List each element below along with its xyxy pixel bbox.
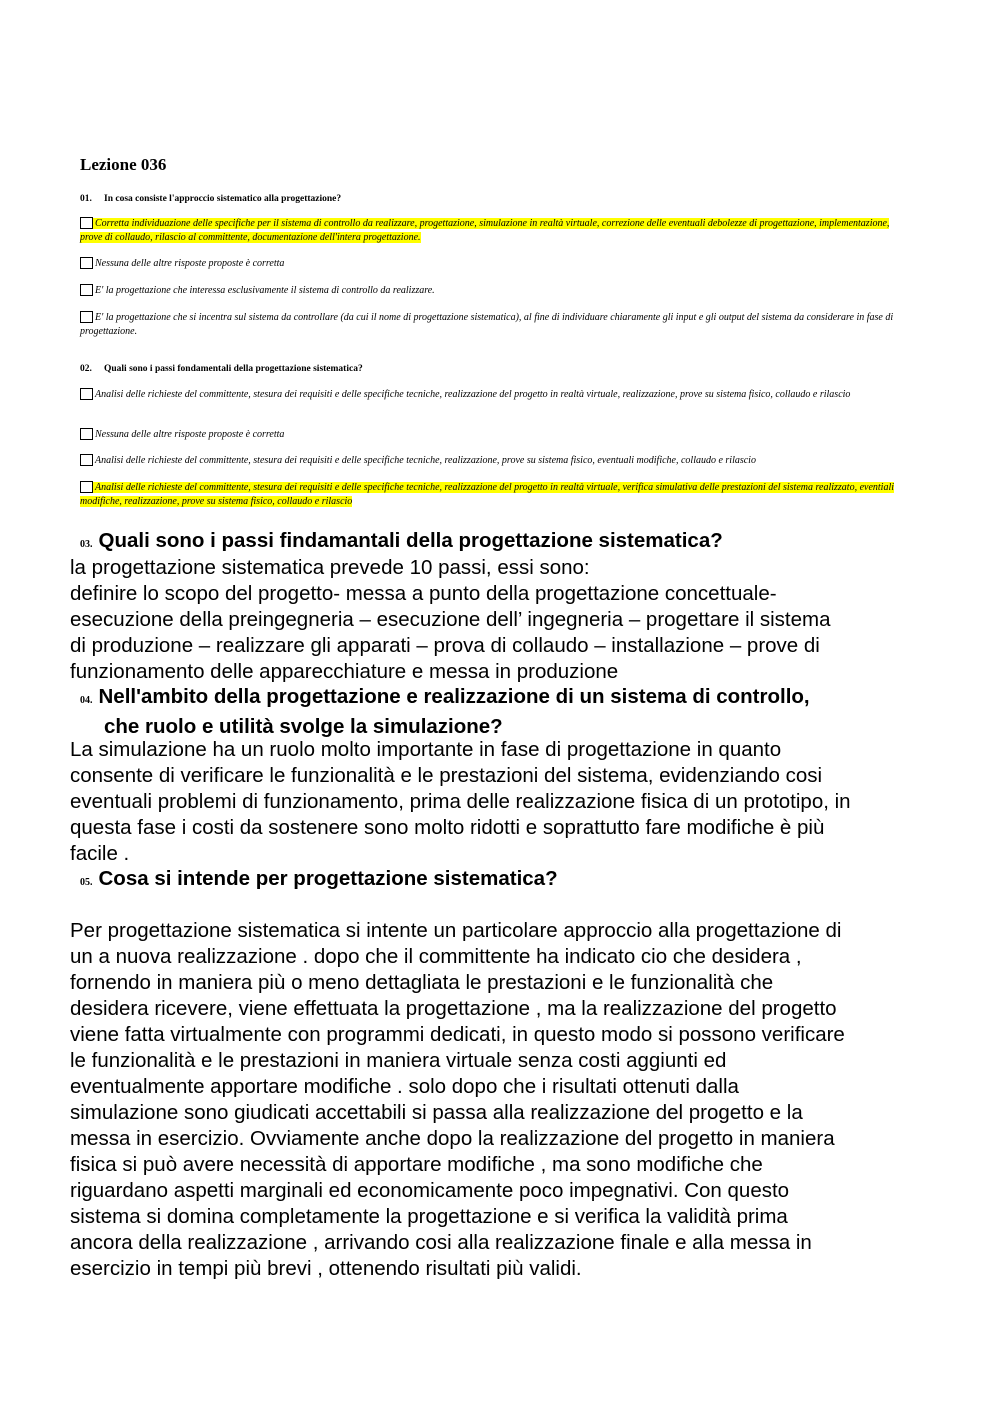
q1-option-1[interactable] — [80, 217, 905, 245]
question-04 — [80, 684, 810, 740]
question-text-cont: che ruolo e utilità svolge la simulazione? — [104, 715, 503, 738]
option-text: Analisi delle richieste del committente, stesura dei requisiti e delle specifiche tecniche, realizzazione, prove su sistema fisico, eventuali modifiche, collaudo e rilascio — [95, 455, 756, 466]
answer-05 — [70, 918, 950, 1282]
option-text: E' la progettazione che interessa esclusivamente il sistema di controllo da realizzare. — [95, 285, 435, 296]
answer-line: fornendo in maniera più o meno dettagliata le prestazioni e le funzionalità che — [70, 971, 774, 994]
checkbox[interactable] — [80, 284, 93, 296]
answer-line: eventuali problemi di funzionamento, prima delle realizzazione fisica di un prototipo, in — [70, 790, 851, 813]
question-number: 02. — [80, 364, 92, 374]
answer-line: sistema si domina completamente la progettazione e si verifica la validità prima — [70, 1205, 788, 1228]
answer-03 — [70, 555, 950, 685]
option-text: Nessuna delle altre risposte proposte è corretta — [95, 429, 285, 440]
question-text: Quali sono i passi fondamentali della progettazione sistematica? — [104, 364, 363, 374]
answer-line: viene fatta virtualmente con programmi dedicati, in questo modo si possono verificare — [70, 1023, 845, 1046]
question-01 — [80, 194, 341, 204]
answer-line: di produzione – realizzare gli apparati – prova di collaudo – installazione – prove di — [70, 634, 820, 657]
question-text: Nell'ambito della progettazione e realizzazione di un sistema di controllo, — [98, 685, 810, 708]
q1-option-4[interactable] — [80, 311, 905, 339]
answer-line: simulazione sono giudicati accettabili si passa alla realizzazione del progetto e la — [70, 1101, 803, 1124]
option-text: E' la progettazione che si incentra sul sistema da controllare (da cui il nome di progettazione sistematica), al fine di individuare chiaramente gli input e gli output del sistema da considerare in fase di progettazione. — [80, 312, 894, 337]
q1-option-2[interactable] — [80, 257, 905, 271]
q2-option-4[interactable] — [80, 481, 905, 509]
checkbox[interactable] — [80, 257, 93, 269]
lesson-title: Lezione 036 — [80, 155, 167, 174]
answer-line: funzionamento delle apparecchiature e messa in produzione — [70, 660, 619, 683]
question-number: 05. — [80, 877, 93, 888]
checkbox[interactable] — [80, 311, 93, 323]
answer-line: eventualmente apportare modifiche . solo dopo che i risultati ottenuti dalla — [70, 1075, 739, 1098]
option-text: Nessuna delle altre risposte proposte è corretta — [95, 258, 285, 269]
answer-line: esecuzione della preingegneria – esecuzione dell’ ingegneria – progettare il sistema — [70, 608, 831, 631]
answer-line: le funzionalità e le prestazioni in maniera virtuale senza costi aggiunti ed — [70, 1049, 727, 1072]
question-03 — [80, 528, 723, 558]
checkbox[interactable] — [80, 481, 93, 493]
q1-option-3[interactable] — [80, 284, 905, 298]
answer-04 — [70, 737, 950, 867]
q2-option-1[interactable] — [80, 388, 905, 402]
option-text: Analisi delle richieste del committente, stesura dei requisiti e delle specifiche tecniche, realizzazione del progetto in realtà virtuale, verifica simulativa delle prestazioni del sistema realizzato, eventiali modifiche, realizzazione, prove su sistema fisico, collaudo e rilascio — [80, 482, 895, 507]
answer-line: un a nuova realizzazione . dopo che il committente ha indicato cio che desidera , — [70, 945, 802, 968]
answer-line: fisica si può avere necessità di apportare modifiche , ma sono modifiche che — [70, 1153, 763, 1176]
answer-line: La simulazione ha un ruolo molto importante in fase di progettazione in quanto — [70, 738, 782, 761]
option-text: Analisi delle richieste del committente, stesura dei requisiti e delle specifiche tecniche, realizzazione del progetto in realtà virtuale, realizzazione, prove su sistema fisico, collaudo e rilascio — [95, 389, 851, 400]
question-02 — [80, 364, 363, 374]
answer-line: questa fase i costi da sostenere sono molto ridotti e soprattutto fare modifiche è più — [70, 816, 825, 839]
q2-option-3[interactable] — [80, 454, 905, 468]
answer-line: consente di verificare le funzionalità e le prestazioni del sistema, evidenziando cosi — [70, 764, 823, 787]
answer-line: definire lo scopo del progetto- messa a punto della progettazione concettuale- — [70, 582, 777, 605]
checkbox[interactable] — [80, 217, 93, 229]
option-text: Corretta individuazione delle specifiche per il sistema di controllo da realizzare, progettazione, simulazione in realtà virtuale, correzione delle eventuali debolezze di progettazione, implementazione, prove di collaudo, rilascio al committente, documentazione dell'intera progettazione. — [80, 218, 890, 243]
question-text: In cosa consiste l'approccio sistematico alla progettazione? — [104, 194, 342, 204]
question-number: 04. — [80, 695, 93, 706]
answer-line: facile . — [70, 842, 130, 865]
checkbox[interactable] — [80, 454, 93, 466]
checkbox[interactable] — [80, 428, 93, 440]
q2-option-2[interactable] — [80, 428, 905, 442]
answer-line: messa in esercizio. Ovviamente anche dopo la realizzazione del progetto in maniera — [70, 1127, 835, 1150]
question-number: 01. — [80, 194, 92, 204]
answer-line: ancora della realizzazione , arrivando cosi alla realizzazione finale e alla messa in — [70, 1231, 812, 1254]
answer-line: Per progettazione sistematica si intente un particolare approccio alla progettazione di — [70, 919, 842, 942]
question-number: 03. — [80, 539, 93, 550]
answer-line: riguardano aspetti marginali ed economicamente poco impegnativi. Con questo — [70, 1179, 790, 1202]
question-05 — [80, 866, 558, 896]
question-text: Quali sono i passi findamantali della progettazione sistematica? — [98, 529, 723, 552]
answer-line: desidera ricevere, viene effettuata la progettazione , ma la realizzazione del progetto — [70, 997, 837, 1020]
answer-line: esercizio in tempi più brevi , ottenendo risultati più validi. — [70, 1257, 582, 1280]
question-text: Cosa si intende per progettazione sistematica? — [98, 867, 558, 890]
answer-line: la progettazione sistematica prevede 10 passi, essi sono: — [70, 556, 590, 579]
checkbox[interactable] — [80, 388, 93, 400]
